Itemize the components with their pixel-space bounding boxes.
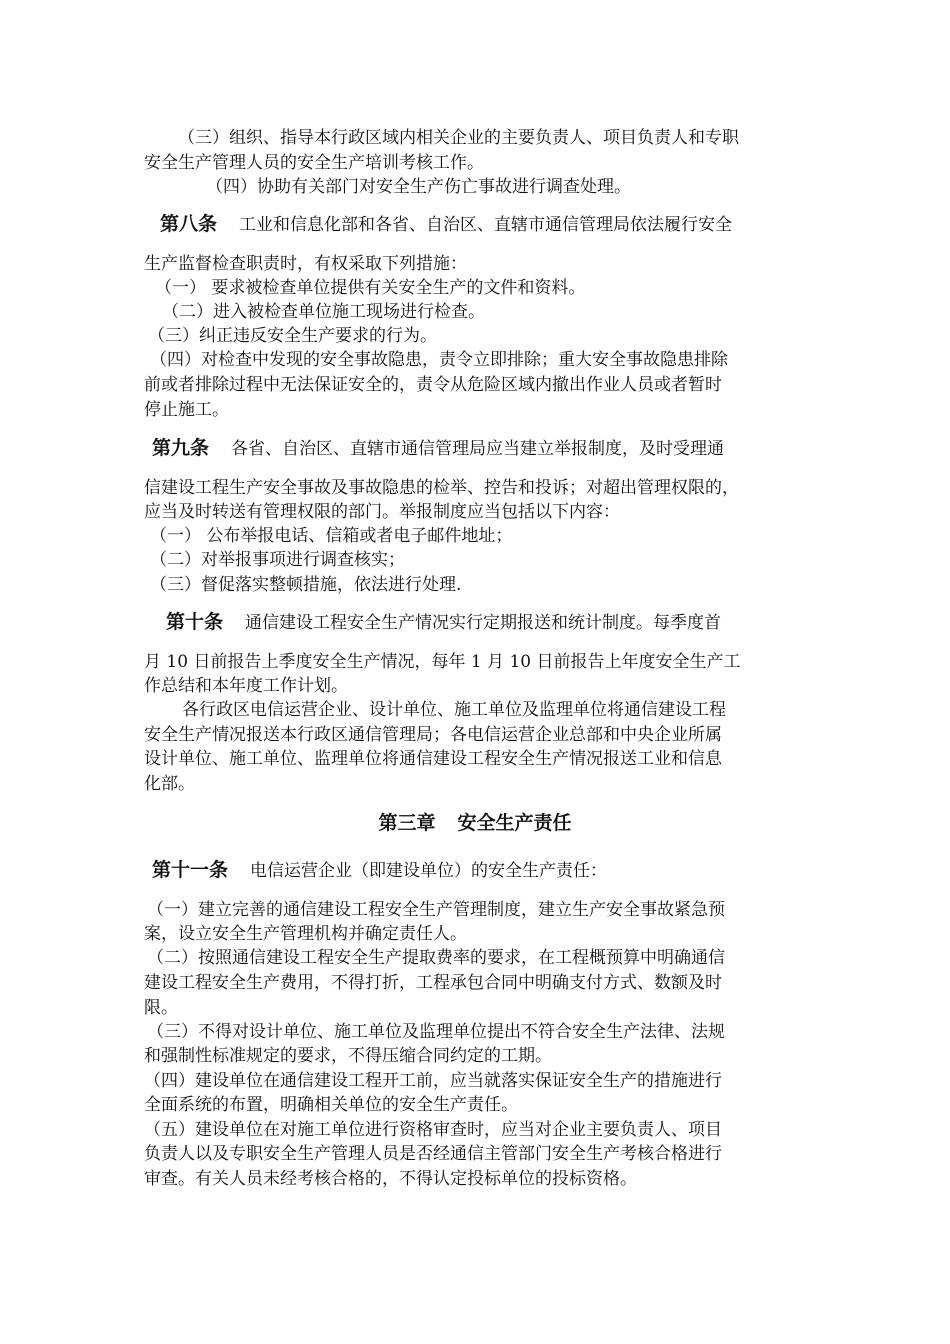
- list-item: （四）对检查中发现的安全事故隐患，责令立即排除；重大安全事故隐患排除: [150, 350, 728, 370]
- chapter-number: 第三章: [378, 812, 436, 834]
- paragraph-line: 各行政区电信运营企业、设计单位、施工单位及监理单位将通信建设工程: [182, 700, 726, 720]
- paragraph-line: 限。: [144, 998, 178, 1018]
- list-item: （二）对举报事项进行调查核实；: [150, 550, 405, 570]
- paragraph-line: 化部。: [144, 774, 195, 794]
- chapter-title: 安全生产责任: [457, 812, 572, 834]
- list-item: （五）建设单位在对施工单位进行资格审查时，应当对企业主要负责人、项目: [144, 1120, 722, 1140]
- list-item: （二）按照通信建设工程安全生产提取费率的要求，在工程概预算中明确通信: [147, 948, 725, 968]
- paragraph-line: 安全生产情况报送本行政区通信管理局；各电信运营企业总部和中央企业所属: [144, 725, 722, 745]
- article-title: 第十一条: [152, 859, 229, 881]
- article-text: 各省、自治区、直辖市通信管理局应当建立举报制度，及时受理通: [231, 439, 725, 459]
- list-item: （一） 公布举报电话、信箱或者电子邮件地址；: [150, 526, 513, 546]
- paragraph-line: 全面系统的布置，明确相关单位的安全生产责任。: [144, 1095, 518, 1115]
- article-11-heading: [152, 856, 607, 885]
- article-text: 通信建设工程安全生产情况实行定期报送和统计制度。每季度首: [245, 613, 722, 633]
- paragraph-line: 和强制性标准规定的要求，不得压缩合同约定的工期。: [144, 1046, 552, 1066]
- paragraph-line: 设计单位、施工单位、监理单位将通信建设工程安全生产情况报送工业和信息: [144, 749, 722, 769]
- paragraph-line: 作总结和本年度工作计划。: [144, 676, 348, 696]
- paragraph-line: 安全生产管理人员的安全生产培训考核工作。: [144, 153, 484, 173]
- list-item: （三）不得对设计单位、施工单位及监理单位提出不符合安全生产法律、法规: [147, 1022, 725, 1042]
- list-item: （四）建设单位在通信建设工程开工前，应当就落实保证安全生产的措施进行: [144, 1071, 722, 1091]
- paragraph-line: 负责人以及专职安全生产管理人员是否经通信主管部门安全生产考核合格进行: [144, 1144, 722, 1164]
- list-item: （三）督促落实整顿措施，依法进行处理.: [150, 575, 462, 595]
- paragraph-line: 建设工程安全生产费用，不得打折，工程承包合同中明确支付方式、数额及时: [144, 973, 722, 993]
- paragraph-line: 案，设立安全生产管理机构并确定责任人。: [144, 924, 467, 944]
- article-text: 电信运营企业（即建设单位）的安全生产责任：: [250, 861, 608, 881]
- article-title: 第八条: [160, 213, 218, 235]
- list-item: （二）进入被检查单位施工现场进行检查。: [162, 302, 485, 322]
- article-8-heading: [160, 210, 732, 239]
- article-title: 第九条: [152, 437, 210, 459]
- paragraph-line: （三）组织、指导本行政区域内相关企业的主要负责人、项目负责人和专职: [178, 128, 739, 148]
- article-text: 工业和信息化部和各省、自治区、直辖市通信管理局依法履行安全: [239, 215, 733, 235]
- paragraph-line: （四）协助有关部门对安全生产伤亡事故进行调查处理。: [206, 177, 631, 197]
- list-item: （三）纠正违反安全生产要求的行为。: [148, 326, 437, 346]
- article-10-heading: [166, 608, 721, 637]
- chapter-heading: [0, 809, 950, 837]
- paragraph-line: 前或者排除过程中无法保证安全的，责令从危险区域内撤出作业人员或者暂时: [144, 375, 722, 395]
- article-9-heading: [152, 434, 724, 463]
- paragraph-line: 月 10 日前报告上季度安全生产情况，每年 1 月 10 日前报告上年度安全生产工: [144, 652, 741, 672]
- paragraph-line: 应当及时转送有管理权限的部门。举报制度应当包括以下内容：: [144, 502, 620, 522]
- article-title: 第十条: [166, 611, 224, 633]
- paragraph-line: 生产监督检查职责时，有权采取下列措施：: [144, 254, 467, 274]
- list-item: （一）建立完善的通信建设工程安全生产管理制度，建立生产安全事故紧急预: [147, 900, 725, 920]
- list-item: （一） 要求被检查单位提供有关安全生产的文件和资料。: [155, 278, 586, 298]
- paragraph-line: 审查。有关人员未经考核合格的，不得认定投标单位的投标资格。: [144, 1169, 637, 1189]
- paragraph-line: 停止施工。: [144, 400, 229, 420]
- paragraph-line: 信建设工程生产安全事故及事故隐患的检举、控告和投诉；对超出管理权限的，: [144, 478, 739, 498]
